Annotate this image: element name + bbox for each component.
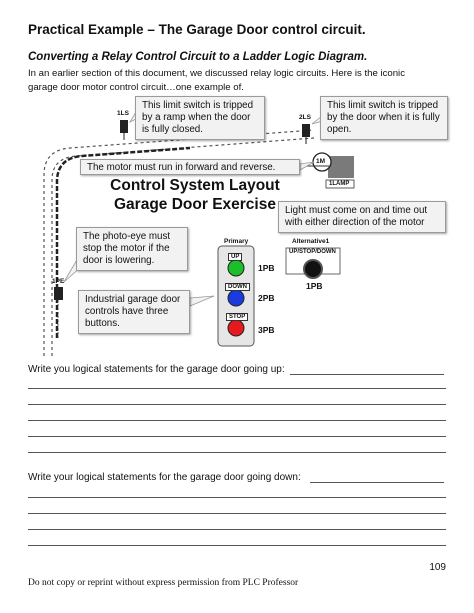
question-up-text: Write you logical statements for the garage door going up: [28, 364, 285, 375]
lamp-callout: Light must come on and time out with either direction of the motor [278, 201, 446, 233]
alternative-label: Alternative1 [292, 238, 330, 245]
lamp-label: 1LAMP [329, 181, 350, 187]
photo-eye-callout: The photo-eye must stop the motor if the door is lowering. [76, 227, 188, 271]
diagram-heading-line-1: Control System Layout [110, 177, 280, 194]
alt-updown-button [304, 260, 322, 278]
question-down-text: Write your logical statements for the garage door going down: [28, 472, 301, 483]
up-label: UP [228, 253, 242, 261]
updown-label: UP/STOP/DOWN [289, 249, 336, 255]
pb1-label: 1PB [258, 263, 275, 273]
intro-line-1: In an earlier section of this document, we discussed relay logic circuits. Here is the iconic [28, 68, 405, 79]
alt-pb-label: 1PB [306, 281, 323, 291]
pb3-label: 3PB [258, 325, 275, 335]
pb2-label: 2PB [258, 293, 275, 303]
ls2-label: 2LS [299, 114, 311, 121]
intro-line-2: garage door motor control circuit…one example of. [28, 82, 244, 93]
question-going-up [28, 364, 285, 375]
answer-line-up-4[interactable] [28, 436, 446, 437]
motor-housing [328, 156, 354, 178]
answer-line-up-1[interactable] [28, 388, 446, 389]
ls1-label: 1LS [117, 110, 129, 117]
limit-switch-2 [302, 124, 310, 137]
down-label: DOWN [225, 283, 250, 291]
answer-line-up-inline[interactable] [290, 374, 444, 375]
answer-line-down-1[interactable] [28, 497, 446, 498]
photo-eye-sensor [54, 287, 63, 300]
ls1-callout: This limit switch is tripped by a ramp when the door is fully closed. [135, 96, 265, 140]
ls2-callout: This limit switch is tripped by the door when it is fully open. [320, 96, 448, 140]
page-title: Practical Example – The Garage Door control circuit. [28, 22, 366, 37]
answer-line-up-5[interactable] [28, 452, 446, 453]
motor-callout: The motor must run in forward and reverse. [80, 159, 300, 175]
up-button [228, 260, 244, 276]
question-going-down [28, 472, 301, 483]
answer-line-down-2[interactable] [28, 513, 446, 514]
limit-switch-1 [120, 120, 128, 133]
answer-line-down-4[interactable] [28, 545, 446, 546]
primary-label: Primary [224, 238, 249, 245]
page-number: 109 [429, 562, 446, 573]
answer-line-down-3[interactable] [28, 529, 446, 530]
photo-eye-label: 1PE [52, 278, 65, 285]
down-button [228, 290, 244, 306]
buttons-callout-pointer [190, 296, 214, 306]
stop-button [228, 320, 244, 336]
diagram-heading-line-2: Garage Door Exercise [114, 196, 276, 213]
answer-line-down-inline[interactable] [310, 482, 444, 483]
motor-label: 1M [316, 158, 326, 165]
stop-label: STOP [226, 313, 248, 321]
answer-line-up-2[interactable] [28, 404, 446, 405]
copyright-footer: Do not copy or reprint without express permission from PLC Professor [28, 578, 299, 588]
section-subtitle: Converting a Relay Control Circuit to a Ladder Logic Diagram. [28, 51, 368, 63]
answer-line-up-3[interactable] [28, 420, 446, 421]
buttons-callout: Industrial garage door controls have three buttons. [78, 290, 190, 334]
